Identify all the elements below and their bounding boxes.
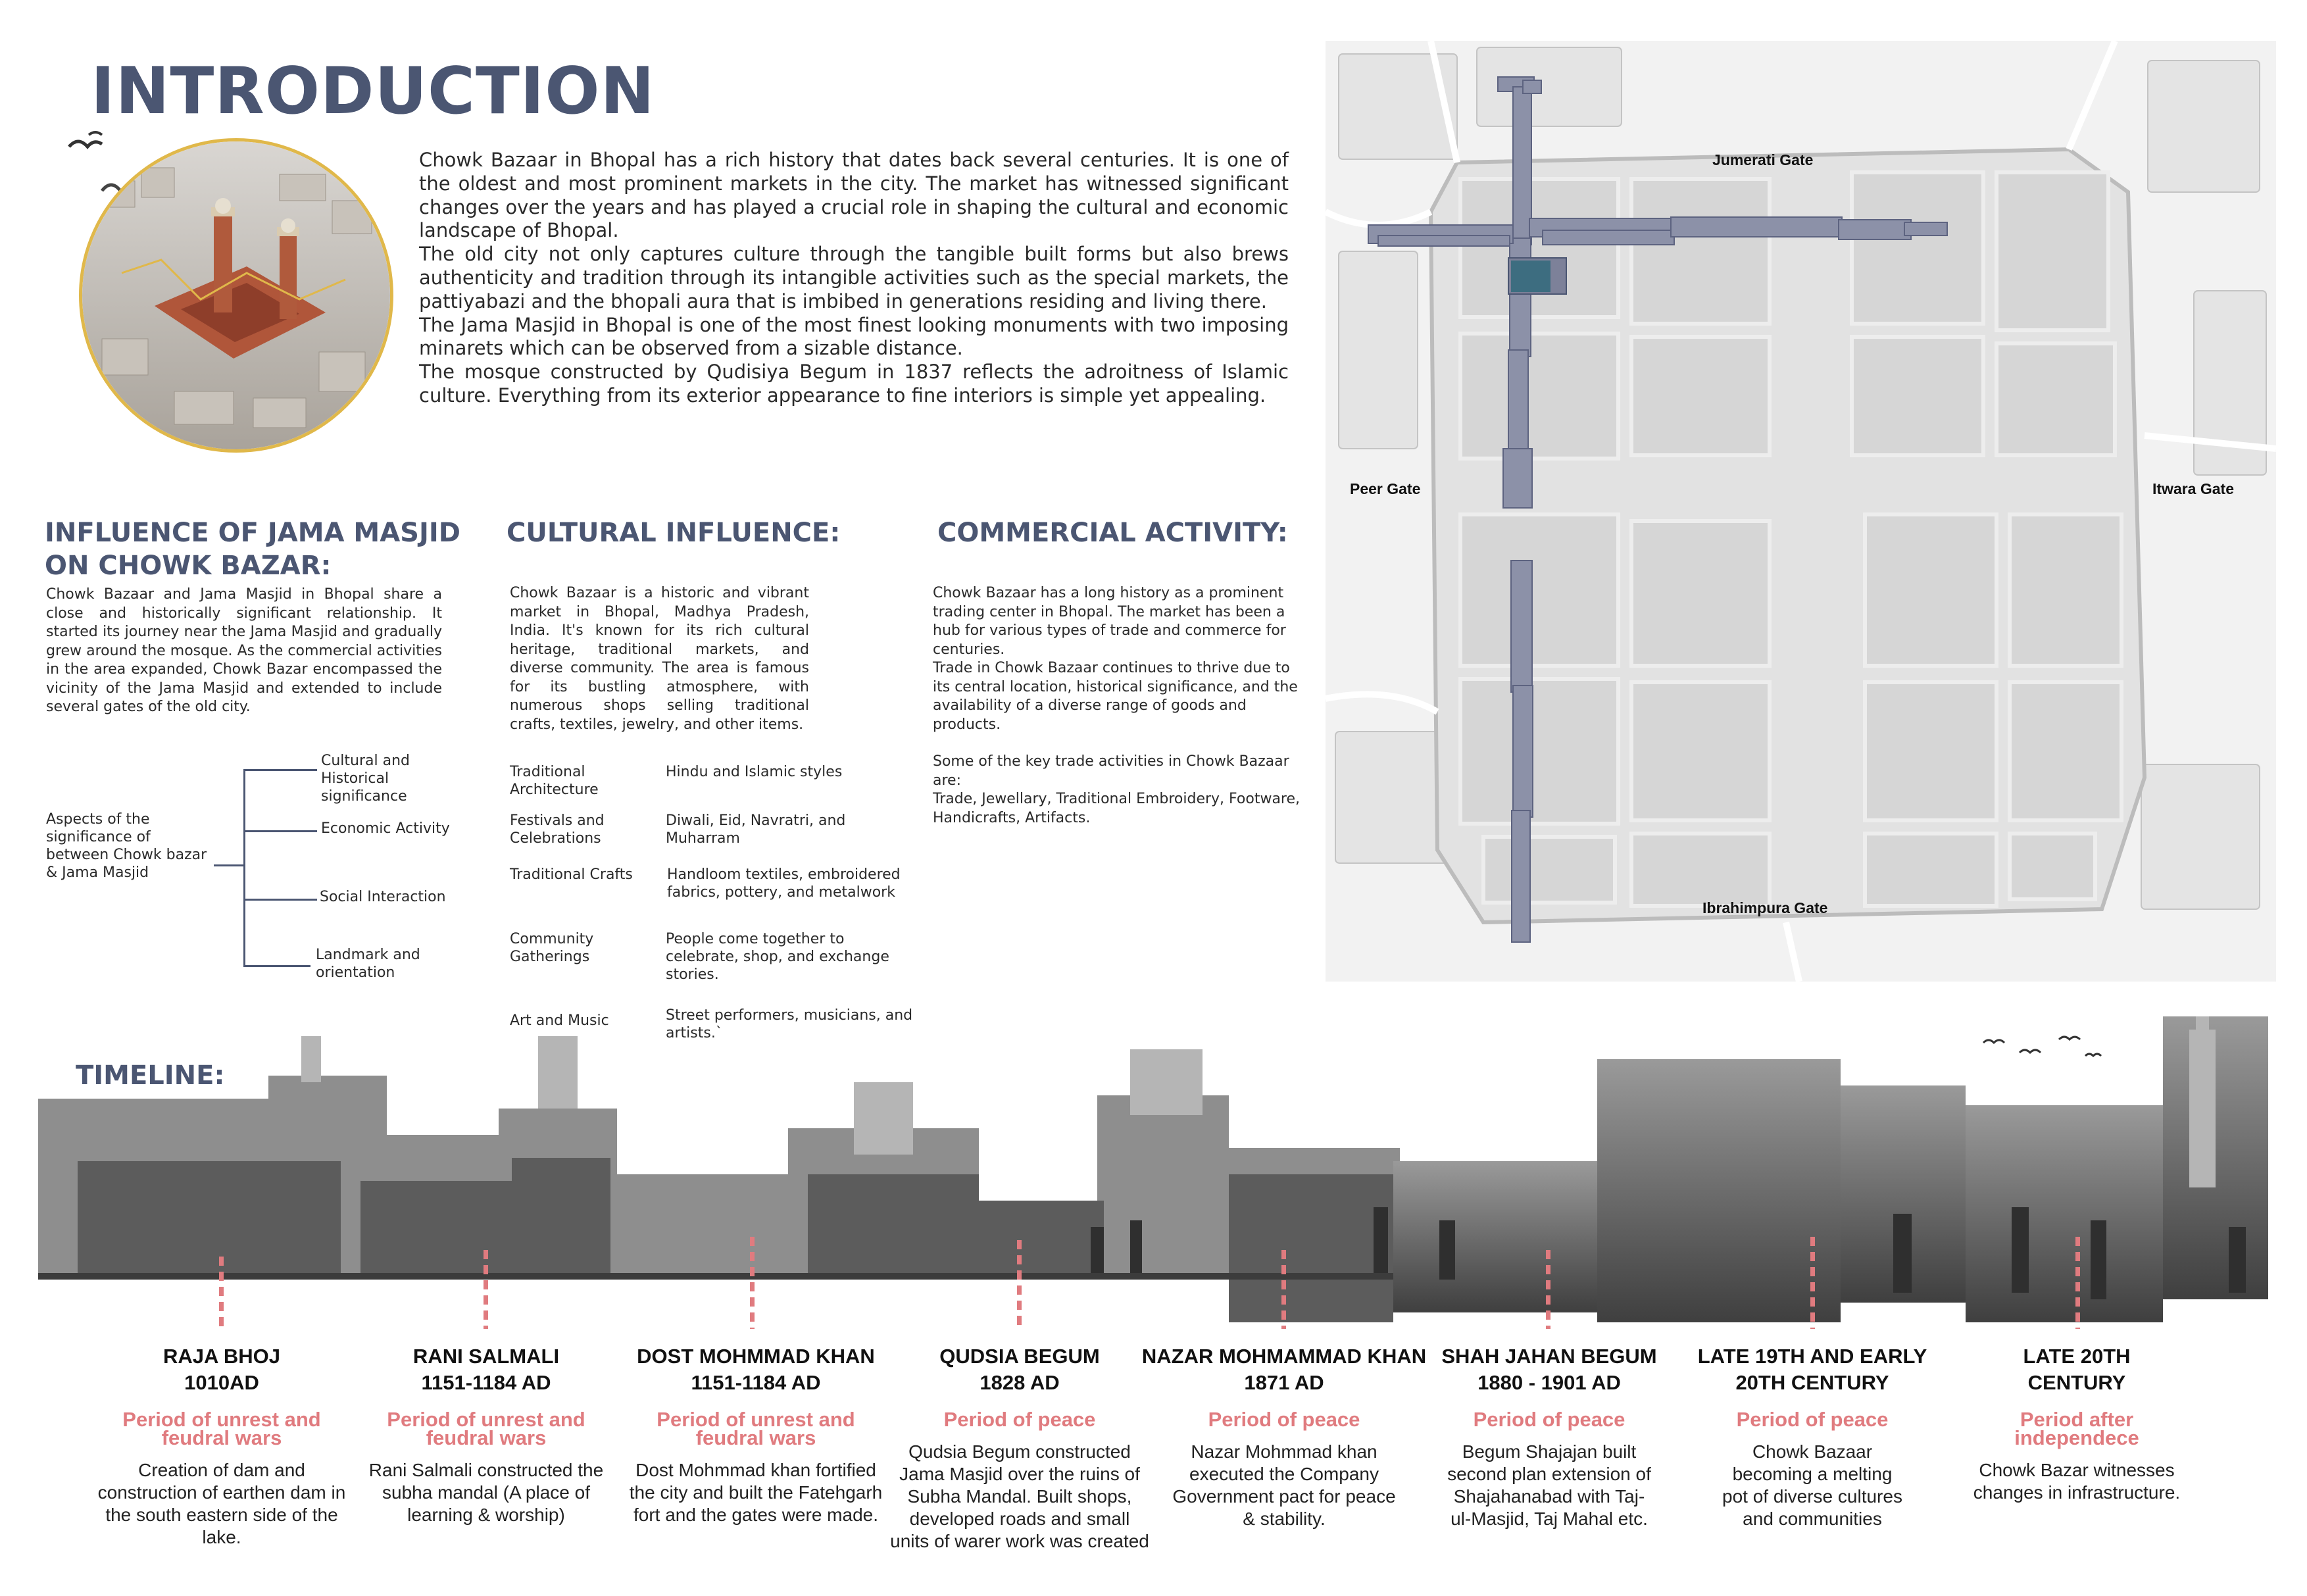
timeline-item-desc: Begum Shajajan built second plan extension of Shajahanabad with Taj-ul-Masjid, Taj Mahal etc.	[1447, 1441, 1651, 1529]
cultural-row-value: Handloom textiles, embroidered fabrics, pottery, and metalwork	[667, 866, 901, 901]
timeline-item-name: DOST MOHMMAD KHAN	[637, 1345, 875, 1368]
timeline-item-name: RANI SALMALI	[412, 1345, 560, 1368]
timeline-item	[1133, 1343, 1435, 1530]
page-title: INTRODUCTION	[91, 54, 655, 129]
timeline-marker	[484, 1250, 488, 1329]
timeline-item-period: Period of unrest and feudral wars	[657, 1408, 855, 1449]
tree-item: Social Interaction	[320, 889, 446, 905]
cultural-body: Chowk Bazaar is a historic and vibrant market in Bhopal, Madhya Pradesh, India. It's known for its rich cultural heritage, traditional markets, and diverse community. The area is famous for its bustling atmosphere, with numerous shops selling traditional crafts, textiles, jewelry, and other items.	[510, 585, 809, 733]
timeline-item-period: Period of unrest and feudral wars	[387, 1408, 585, 1449]
timeline-item-desc: Chowk Bazar witnesses changes in infrastructure.	[1973, 1460, 2181, 1503]
influence-heading-line-1: INFLUENCE OF JAMA MASJID	[45, 518, 460, 548]
timeline-item	[355, 1343, 618, 1526]
gate-label-west: Peer Gate	[1350, 480, 1421, 497]
timeline-item	[1681, 1343, 1944, 1530]
commercial-heading: COMMERCIAL ACTIVITY:	[937, 518, 1288, 548]
timeline-item-date: 1151-1184 AD	[691, 1371, 821, 1394]
tree-root-label: Aspects of the significance of between Chowk bazar & Jama Masjid	[46, 811, 207, 881]
tree-trunk	[243, 769, 245, 966]
timeline-item-date: 1880 - 1901 AD	[1477, 1371, 1621, 1394]
jama-masjid-aerial-photo	[79, 138, 393, 453]
tree-branch	[243, 830, 317, 832]
intro-paragraph-4: The mosque constructed by Qudisiya Begum in 1837 reflects the adroitness of Islamic culture. Everything from its exterior appearance to fine interiors is simple yet appealing.	[419, 361, 1289, 407]
chowk-bazaar-map	[1326, 41, 2276, 982]
cultural-row-value: Diwali, Eid, Navratri, and Muharram	[666, 812, 846, 847]
cultural-row-key: Festivals and Celebrations	[510, 812, 605, 847]
cultural-heading: CULTURAL INFLUENCE:	[507, 518, 841, 548]
timeline-item-name: LATE 19TH AND EARLY	[1697, 1345, 1927, 1368]
gate-label-south: Ibrahimpura Gate	[1702, 899, 1828, 916]
intro-paragraph-1: Chowk Bazaar in Bhopal has a rich history that dates back several centuries. It is one of the oldest and most prominent markets in the city. The market has witnessed significant changes over the years and has played a crucial role in shaping the cultural and economic landscape of Bhopal.	[419, 149, 1289, 242]
timeline-item-name: RAJA BHOJ	[163, 1345, 280, 1368]
timeline-item-desc: Nazar Mohmmad khan executed the Company Government pact for peace & stability.	[1172, 1441, 1396, 1529]
timeline-marker	[219, 1257, 224, 1329]
timeline-item-name: LATE 20TH	[2023, 1345, 2131, 1368]
timeline-item-name: QUDSIA BEGUM	[939, 1345, 1100, 1368]
commercial-paragraph: Chowk Bazaar has a long history as a prominent trading center in Bhopal. The market has been a hub for various types of trade and commerce for centuries.	[933, 585, 1286, 658]
timeline-item-period: Period of peace	[943, 1408, 1096, 1431]
timeline-item-name: SHAH JAHAN BEGUM	[1441, 1345, 1657, 1368]
influence-body: Chowk Bazaar and Jama Masjid in Bhopal share a close and historically significant relationship. It started its journey near the Jama Masjid and gradually grew around the mosque. As the commercial activities in the area expanded, Chowk Bazar encompassed the vicinity of the Jama Masjid and extended to include several gates of the old city.	[46, 586, 442, 715]
timeline-marker	[2075, 1237, 2080, 1329]
cultural-row-key: Traditional Architecture	[510, 764, 599, 798]
commercial-paragraph: Trade in Chowk Bazaar continues to thrive due to its central location, historical significance, and the availability of a diverse range of goods and products.	[933, 660, 1298, 733]
timeline-marker	[750, 1237, 755, 1329]
timeline-item-date: CENTURY	[2027, 1371, 2126, 1394]
birds-icon	[1980, 1030, 2112, 1069]
timeline-item	[90, 1343, 353, 1549]
commercial-paragraph: Some of the key trade activities in Chowk Bazaar are:	[933, 753, 1289, 789]
cultural-row-key: Traditional Crafts	[510, 866, 633, 883]
timeline-item-period: Period of peace	[1473, 1408, 1625, 1431]
tree-connector	[214, 864, 243, 866]
gate-label-north: Jumerati Gate	[1712, 151, 1814, 168]
timeline-item-date: 1871 AD	[1244, 1371, 1324, 1394]
timeline-photo-collage	[38, 1010, 2268, 1322]
tree-branch	[243, 769, 317, 771]
intro-paragraph-2: The old city not only captures culture through the tangible built forms but also brews authenticity and tradition through its intangible activities such as the special markets, the pattiyabazi and the bhopali aura that is imbibed in generations residing and living there.	[419, 243, 1289, 312]
timeline-marker	[1281, 1250, 1286, 1329]
cultural-row-key: Art and Music	[510, 1012, 609, 1029]
timeline-item-desc: Qudsia Begum constructed Jama Masjid over the ruins of Subha Mandal. Built shops, developed roads and small units of warer work was created	[890, 1441, 1149, 1551]
gate-label-east: Itwara Gate	[2152, 480, 2234, 497]
influence-heading	[45, 516, 460, 582]
timeline-item-period: Period of peace	[1208, 1408, 1360, 1431]
timeline-item-period: Period of unrest and feudral wars	[122, 1408, 321, 1449]
timeline-item-name: NAZAR MOHMAMMAD KHAN	[1141, 1345, 1427, 1368]
timeline-item-desc: Dost Mohmmad khan fortified the city and built the Fatehgarh fort and the gates were made.	[629, 1460, 883, 1525]
timeline-marker	[1546, 1250, 1550, 1329]
commercial-paragraph: Trade, Jewellary, Traditional Embroidery, Footware, Handicrafts, Artifacts.	[933, 791, 1301, 826]
intro-paragraph-3: The Jama Masjid in Bhopal is one of the most finest looking monuments with two imposing minarets which can be observed from a sizable distance.	[419, 313, 1289, 360]
timeline-item-date: 20TH CENTURY	[1735, 1371, 1889, 1394]
timeline-item	[1418, 1343, 1681, 1530]
cultural-row-value: Hindu and Islamic styles	[666, 764, 843, 780]
tree-branch	[243, 899, 317, 901]
timeline-item-desc: Creation of dam and construction of earthen dam in the south eastern side of the lake.	[97, 1460, 346, 1547]
timeline-item	[1945, 1343, 2208, 1504]
timeline-item	[888, 1343, 1151, 1553]
cultural-row-value: People come together to celebrate, shop, and exchange stories.	[666, 931, 889, 983]
tree-item: Economic Activity	[321, 820, 450, 837]
commercial-body	[933, 584, 1308, 828]
cultural-row-key: Community Gatherings	[510, 931, 594, 965]
timeline-item-date: 1828 AD	[980, 1371, 1060, 1394]
timeline-marker	[1017, 1240, 1022, 1329]
intro-text	[419, 149, 1289, 408]
timeline-heading: TIMELINE:	[76, 1060, 225, 1091]
tree-branch	[243, 965, 310, 967]
influence-heading-line-2: ON CHOWK BAZAR:	[45, 551, 332, 581]
tree-item: Landmark and orientation	[316, 947, 420, 981]
timeline-item-desc: Chowk Bazaar becoming a melting pot of diverse cultures and communities	[1722, 1441, 1902, 1529]
tree-item: Cultural and Historical significance	[321, 753, 410, 805]
timeline-marker	[1810, 1237, 1815, 1329]
timeline-item-date: 1151-1184 AD	[421, 1371, 551, 1394]
cultural-row-value: Street performers, musicians, and artists.`	[666, 1007, 913, 1041]
timeline-item	[621, 1343, 891, 1526]
timeline-item-desc: Rani Salmali constructed the subha mandal (A place of learning & worship)	[368, 1460, 604, 1525]
timeline-item-date: 1010AD	[184, 1371, 259, 1394]
timeline-item-period: Period of peace	[1736, 1408, 1889, 1431]
timeline-item-period: Period after independece	[2014, 1408, 2139, 1449]
